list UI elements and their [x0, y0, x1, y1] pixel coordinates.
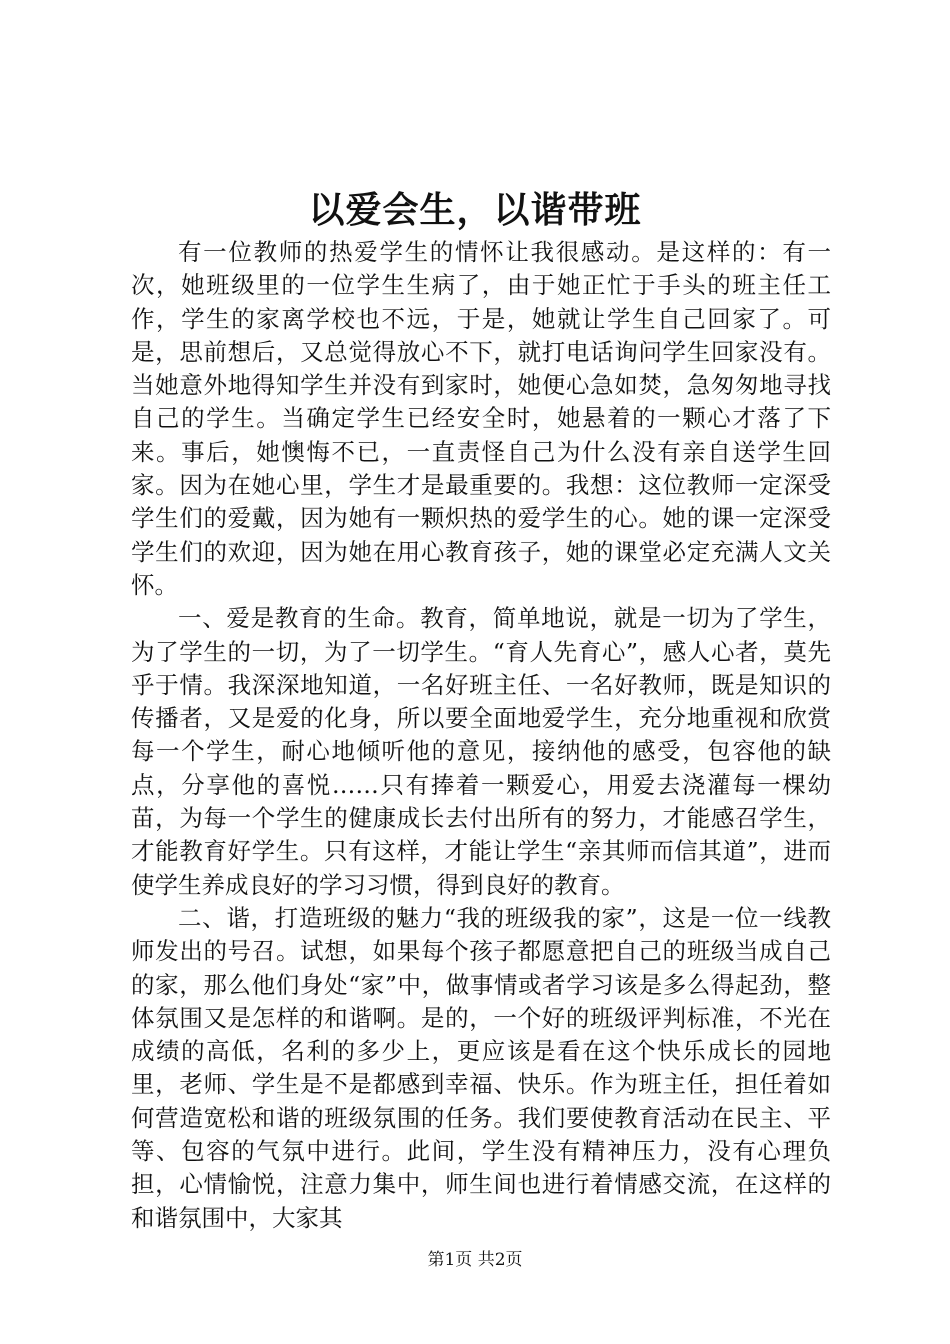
page-number: 第1页 共2页 [427, 1250, 523, 1270]
paragraph-love: 一、爱是教育的生命。教育，简单地说，就是一切为了学生，为了学生的一切，为了一切学生。“育人先育心”，感人心者，莫先乎于情。我深深地知道，一名好班主任、一名好教师，既是知识的传播者，又是爱的化身，所以要全面地爱学生，充分地重视和欣赏每一个学生，耐心地倾听他的意见，接纳他的感受，包容他的缺点，分享他的喜悦……只有捧着一颗爱心，用爱去浇灌每一棵幼苗，为每一个学生的健康成长去付出所有的努力，才能感召学生，才能教育好学生。只有这样，才能让学生“亲其师而信其道”，进而使学生养成良好的学习习惯，得到良好的教育。 [131, 604, 831, 899]
document-title: 以爱会生，以谐带班 [308, 189, 642, 231]
document-body [131, 236, 831, 1235]
paragraph-intro: 有一位教师的热爱学生的情怀让我很感动。是这样的：有一次，她班级里的一位学生生病了，由于她正忙于手头的班主任工作，学生的家离学校也不远，于是，她就让学生自己回家了。可是，思前想后，又总觉得放心不下，就打电话询问学生回家没有。当她意外地得知学生并没有到家时，她便心急如焚，急匆匆地寻找自己的学生。当确定学生已经安全时，她悬着的一颗心才落了下来。事后，她懊悔不已，一直责怪自己为什么没有亲自送学生回家。因为在她心里，学生才是最重要的。我想：这位教师一定深受学生们的爱戴，因为她有一颗炽热的爱学生的心。她的课一定深受学生们的欢迎，因为她在用心教育孩子，她的课堂必定充满人文关怀。 [131, 238, 831, 599]
paragraph-harmony: 二、谐，打造班级的魅力“我的班级我的家”，这是一位一线教师发出的号召。试想，如果每个孩子都愿意把自己的班级当成自己的家，那么他们身处“家”中，做事情或者学习该是多么得起劲，整体氛围又是怎样的和谐啊。是的，一个好的班级评判标准，不光在成绩的高低，名利的多少上，更应该是看在这个快乐成长的园地里，老师、学生是不是都感到幸福、快乐。作为班主任，担任着如何营造宽松和谐的班级氛围的任务。我们要使教育活动在民主、平等、包容的气氛中进行。此间，学生没有精神压力，没有心理负担，心情愉悦，注意力集中，师生间也进行着情感交流，在这样的和谐氛围中，大家其 [131, 903, 831, 1232]
